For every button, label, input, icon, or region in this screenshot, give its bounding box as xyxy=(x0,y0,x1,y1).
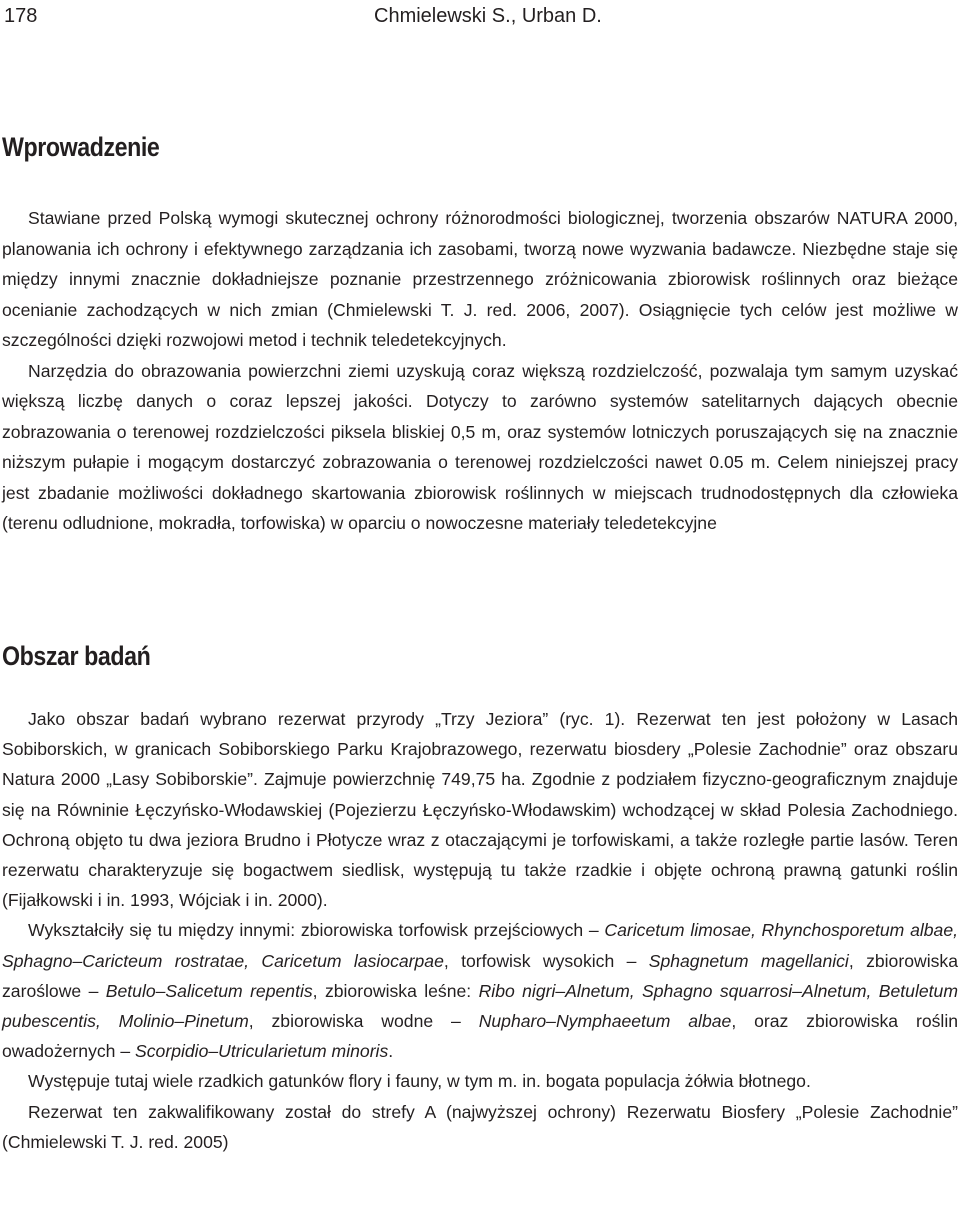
text-run: Wykształciły się tu między innymi: zbiorowiska torfowisk przejściowych – xyxy=(28,920,605,941)
paragraph: Jako obszar badań wybrano rezerwat przyrody „Trzy Jeziora” (ryc. 1). Rezerwat ten jest położony w Lasach Sobiborskich, w granicach Sobiborskiego Parku Krajobrazowego, rezerwatu biosdery „Polesie Zachodnie” oraz obszaru Natura 2000 „Lasy Sobiborskie”. Zajmuje powierzchnię 749,75 ha. Zgodnie z podziałem fizyczno-geograficznym znajduje się na Równinie Łęczyńsko-Włodawskiej (Pojezierzu Łęczyńsko-Włodawskim) wchodzącej w skład Polesia Zachodniego. Ochroną objęto tu dwa jeziora Brudno i Płotycze wraz z otaczającymi je torfowiskami, a także rozległe partie lasów. Teren rezerwatu charakteryzuje się bogactwem siedlisk, występują tu także rzadkie i objęte ochroną prawną gatunki roślin (Fijałkowski i in. 1993, Wójciak i in. 2000). xyxy=(2,709,958,911)
intro-body xyxy=(2,203,958,539)
text-run: , torfowisk wysokich – xyxy=(443,950,649,971)
running-head-authors: Chmielewski S., Urban D. xyxy=(374,5,602,27)
page-header xyxy=(4,4,602,28)
text-run: , oraz zbiorowiska roślin owadożernych – xyxy=(2,1011,959,1062)
latin-name: Sphagnetum magellanici xyxy=(648,950,849,971)
paragraph: Występuje tutaj wiele rzadkich gatunków flory i fauny, w tym m. in. bogata populacja żółwia błotnego. xyxy=(28,1071,811,1092)
section-heading-intro: Wprowadzenie xyxy=(2,132,160,162)
text-run: , zbiorowiska wodne – xyxy=(248,1011,479,1032)
section-heading-study-area: Obszar badań xyxy=(2,641,151,671)
study-area-body xyxy=(2,704,958,1157)
latin-name: Caricetum limosae, Rhynchosporetum albae, Sphagno–Caricteum rostratae, Caricetum lasiocarpae xyxy=(2,920,959,971)
paragraph-vegetation xyxy=(2,915,958,1066)
paragraph: Narzędzia do obrazowania powierzchni ziemi uzyskują coraz większą rozdzielczość, pozwalaja tym samym uzyskać większą liczbę danych o coraz lepszej jakości. Dotyczy to zarówno systemów satelitarnych dających obecnie zobrazowania o terenowej rozdzielczości piksela bliskiej 0,5 m, oraz systemów lotniczych poruszających się na znacznie niższym pułapie i mogącym dostarczyć zobrazowania o terenowej rozdzielczości nawet 0.05 m. Celem niniejszej pracy jest zbadanie możliwości dokładnego skartowania zbiorowisk roślinnych w miejscach trudnodostępnych dla człowieka (terenu odludnione, mokradła, torfowiska) w oparciu o nowoczesne materiały teledetekcyjne xyxy=(2,360,958,533)
paragraph: Stawiane przed Polską wymogi skutecznej ochrony różnorodmości biologicznej, tworzenia obszarów NATURA 2000, planowania ich ochrony i efektywnego zarządzania ich zasobami, tworzą nowe wyzwania badawcze. Niezbędne staje się między innymi znacznie dokładniejsze poznanie przestrzennego zróżnicowania zbiorowisk roślinnych oraz bieżące ocenianie zachodzących w nich zmian (Chmielewski T. J. red. 2006, 2007). Osiągnięcie tych celów jest możliwe w szczególności dzięki rozwojowi metod i technik teledetekcyjnych. xyxy=(2,208,958,350)
text-run: , zbiorowiska leśne: xyxy=(312,980,479,1001)
paragraph: Rezerwat ten zakwalifikowany został do strefy A (najwyższej ochrony) Rezerwatu Biosfery „Polesie Zachodnie” (Chmielewski T. J. red. 2005) xyxy=(2,1101,958,1152)
text-run: . xyxy=(388,1041,394,1062)
text-run: , zbiorowiska zaroślowe – xyxy=(2,950,958,1001)
latin-name: Scorpidio–Utricularietum minoris xyxy=(135,1041,389,1062)
latin-name: Nupharo–Nymphaeetum albae xyxy=(478,1011,732,1032)
page-number: 178 xyxy=(4,5,38,27)
latin-name: Betulo–Salicetum repentis xyxy=(105,980,313,1001)
latin-name: Ribo nigri–Alnetum, Sphagno squarrosi–Alnetum, Betuletum pubescentis, Molinio–Pinetum xyxy=(2,980,958,1032)
